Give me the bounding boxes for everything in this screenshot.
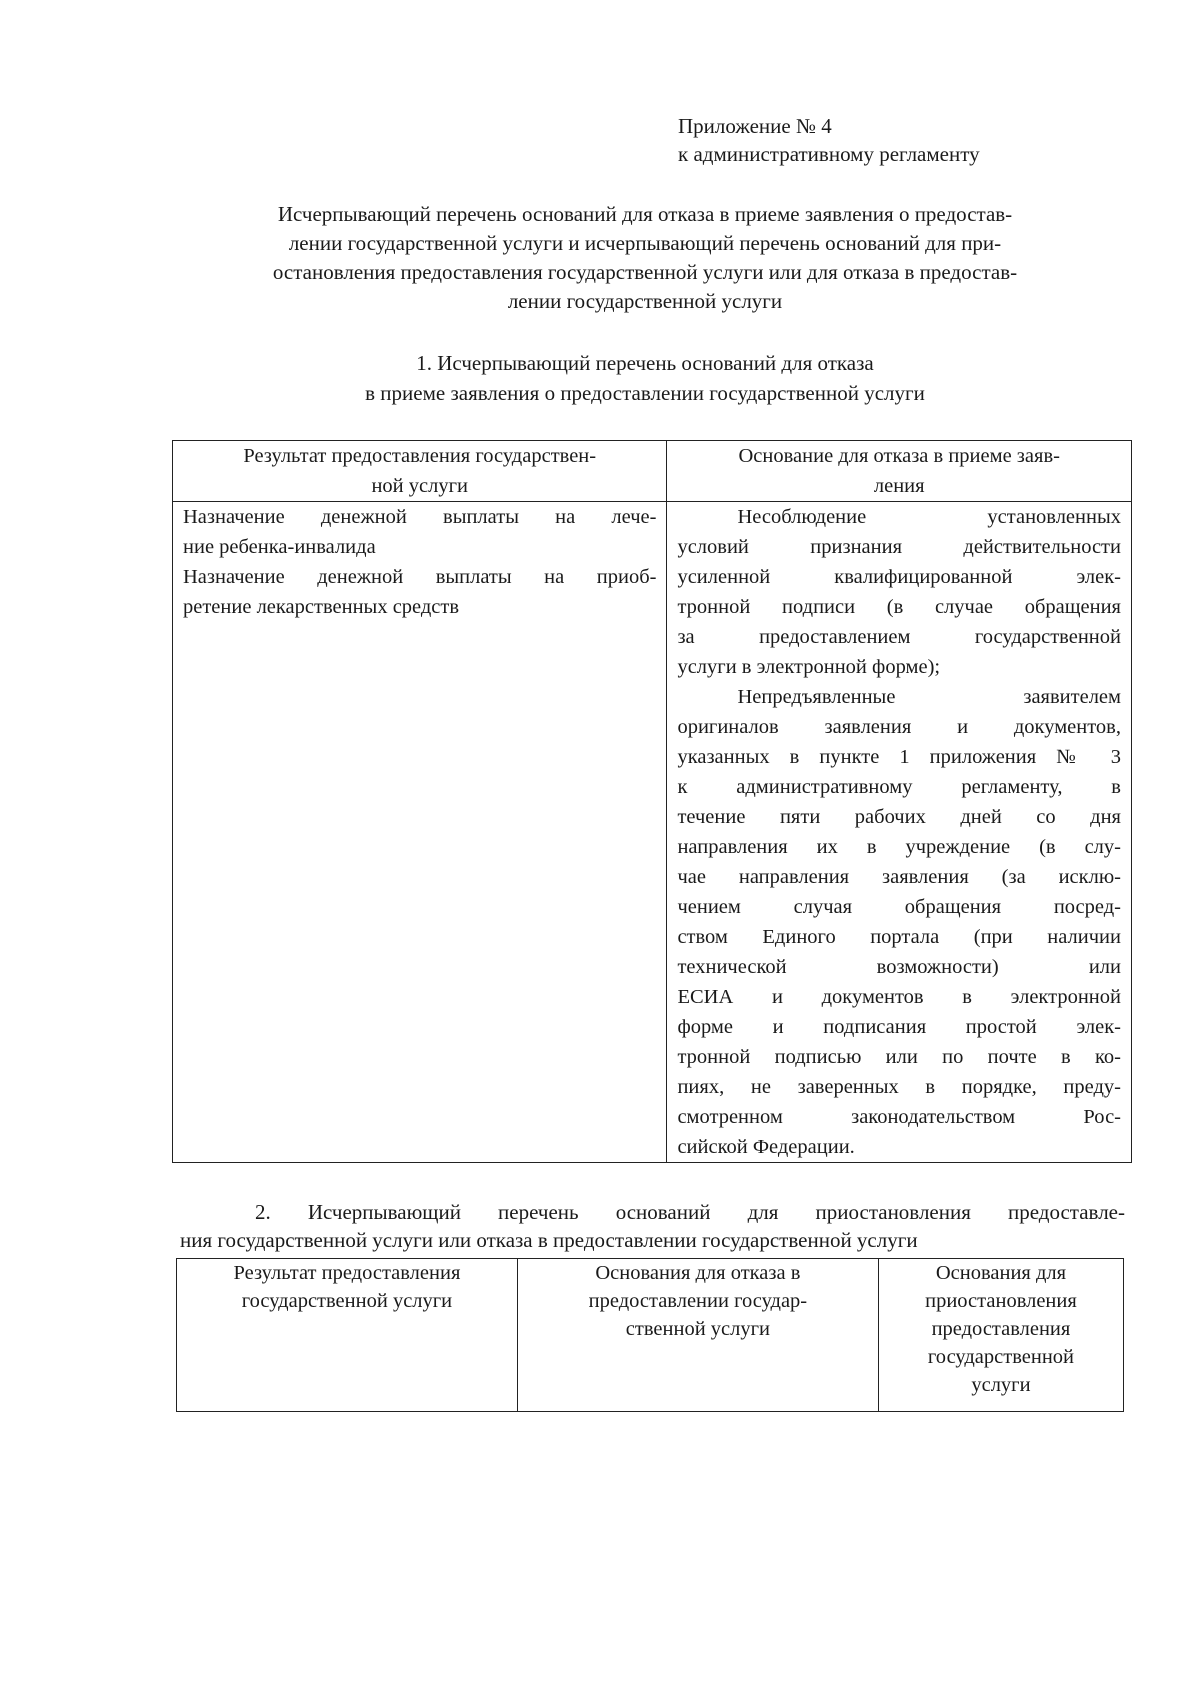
reasons-cell — [667, 502, 1132, 1163]
reason-line: ством Единого портала (при наличии — [677, 926, 1121, 948]
document-title — [180, 200, 1110, 316]
table-header-row — [173, 441, 1132, 502]
table-header-row — [177, 1259, 1124, 1412]
header-result — [173, 441, 667, 502]
reason-line: смотренном законодательством Рос- — [677, 1106, 1121, 1128]
reason-line: за предоставлением государственной — [677, 626, 1121, 648]
reason-line: течение пяти рабочих дней со дня — [677, 806, 1121, 828]
reason-line: к административному регламенту, в — [677, 776, 1121, 798]
header-reason-line: ления — [873, 475, 925, 497]
header-reason-line: Основание для отказа в приеме заяв- — [738, 445, 1060, 467]
reason-line: Несоблюдение установленных — [737, 506, 1121, 528]
header-suspension-grounds-line: Основания для — [935, 1262, 1067, 1284]
reason-line: пиях, не заверенных в порядке, преду- — [677, 1076, 1121, 1098]
result-line: Назначение денежной выплаты на лече- — [183, 506, 657, 528]
header-suspension-grounds-line: предоставления — [931, 1318, 1071, 1340]
reason-line: усиленной квалифицированной элек- — [677, 566, 1121, 588]
reason-line: сийской Федерации. — [677, 1136, 855, 1158]
header-refusal-grounds-line: ственной услуги — [625, 1318, 770, 1340]
header-result-line: Результат предоставления государствен- — [243, 445, 597, 467]
reason-line: чением случая обращения посред- — [677, 896, 1121, 918]
reason-line: тронной подписи (в случае обращения — [677, 596, 1121, 618]
reason-line: технической возможности) или — [677, 956, 1121, 978]
header-reason — [667, 441, 1132, 502]
title-line: остановления предоставления государственной услуги или для отказа в предостав- — [272, 260, 1018, 284]
reason-line: Непредъявленные заявителем — [737, 686, 1121, 708]
title-line: лении государственной услуги — [507, 289, 783, 313]
reason-line: чае направления заявления (за исклю- — [677, 866, 1121, 888]
header-service-result-line: государственной услуги — [241, 1290, 453, 1312]
reason-line: указанных в пункте 1 приложения № 3 — [677, 746, 1121, 768]
reason-line: условий признания действительности — [677, 536, 1121, 558]
annex-regulation: к административному регламенту — [678, 142, 980, 166]
header-suspension-grounds-line: услуги — [971, 1374, 1031, 1396]
header-refusal-grounds-line: Основания для отказа в — [595, 1262, 801, 1284]
reason-line: услуги в электронной форме); — [677, 656, 941, 678]
header-service-result — [177, 1259, 518, 1412]
reason-line: тронной подписью или по почте в ко- — [677, 1046, 1121, 1068]
header-suspension-grounds — [878, 1259, 1123, 1412]
annex-reference — [678, 112, 980, 168]
header-suspension-grounds-line: государственной — [927, 1346, 1075, 1368]
section-2-title — [180, 1198, 1125, 1254]
section-2-title-line: 2. Исчерпывающий перечень оснований для приостановления предоставле- — [255, 1200, 1125, 1224]
section-2-title-line: ния государственной услуги или отказа в предоставлении государственной услуги — [180, 1228, 918, 1252]
annex-number: Приложение № 4 — [678, 114, 832, 138]
header-service-result-line: Результат предоставления — [233, 1262, 461, 1284]
header-refusal-grounds — [517, 1259, 878, 1412]
refusal-acceptance-table — [172, 440, 1132, 1163]
section-1-title — [180, 348, 1110, 408]
results-cell — [173, 502, 667, 1163]
result-line: Назначение денежной выплаты на приоб- — [183, 566, 657, 588]
result-line: ние ребенка-инвалида — [183, 536, 376, 558]
reason-line: форме и подписания простой элек- — [677, 1016, 1121, 1038]
header-refusal-grounds-line: предоставлении государ- — [588, 1290, 808, 1312]
reason-line: оригиналов заявления и документов, — [677, 716, 1121, 738]
header-suspension-grounds-line: приостановления — [925, 1290, 1077, 1312]
result-line: ретение лекарственных средств — [183, 596, 460, 618]
section-1-title-line: 1. Исчерпывающий перечень оснований для отказа — [416, 351, 874, 375]
header-result-line: ной услуги — [371, 475, 468, 497]
title-line: Исчерпывающий перечень оснований для отказа в приеме заявления о предостав- — [277, 202, 1013, 226]
suspension-refusal-table — [176, 1258, 1124, 1412]
reason-line: направления их в учреждение (в слу- — [677, 836, 1121, 858]
title-line: лении государственной услуги и исчерпывающий перечень оснований для при- — [288, 231, 1002, 255]
table-row — [173, 502, 1132, 1163]
section-1-title-line: в приеме заявления о предоставлении государственной услуги — [365, 381, 925, 405]
reason-line: ЕСИА и документов в электронной — [677, 986, 1121, 1008]
